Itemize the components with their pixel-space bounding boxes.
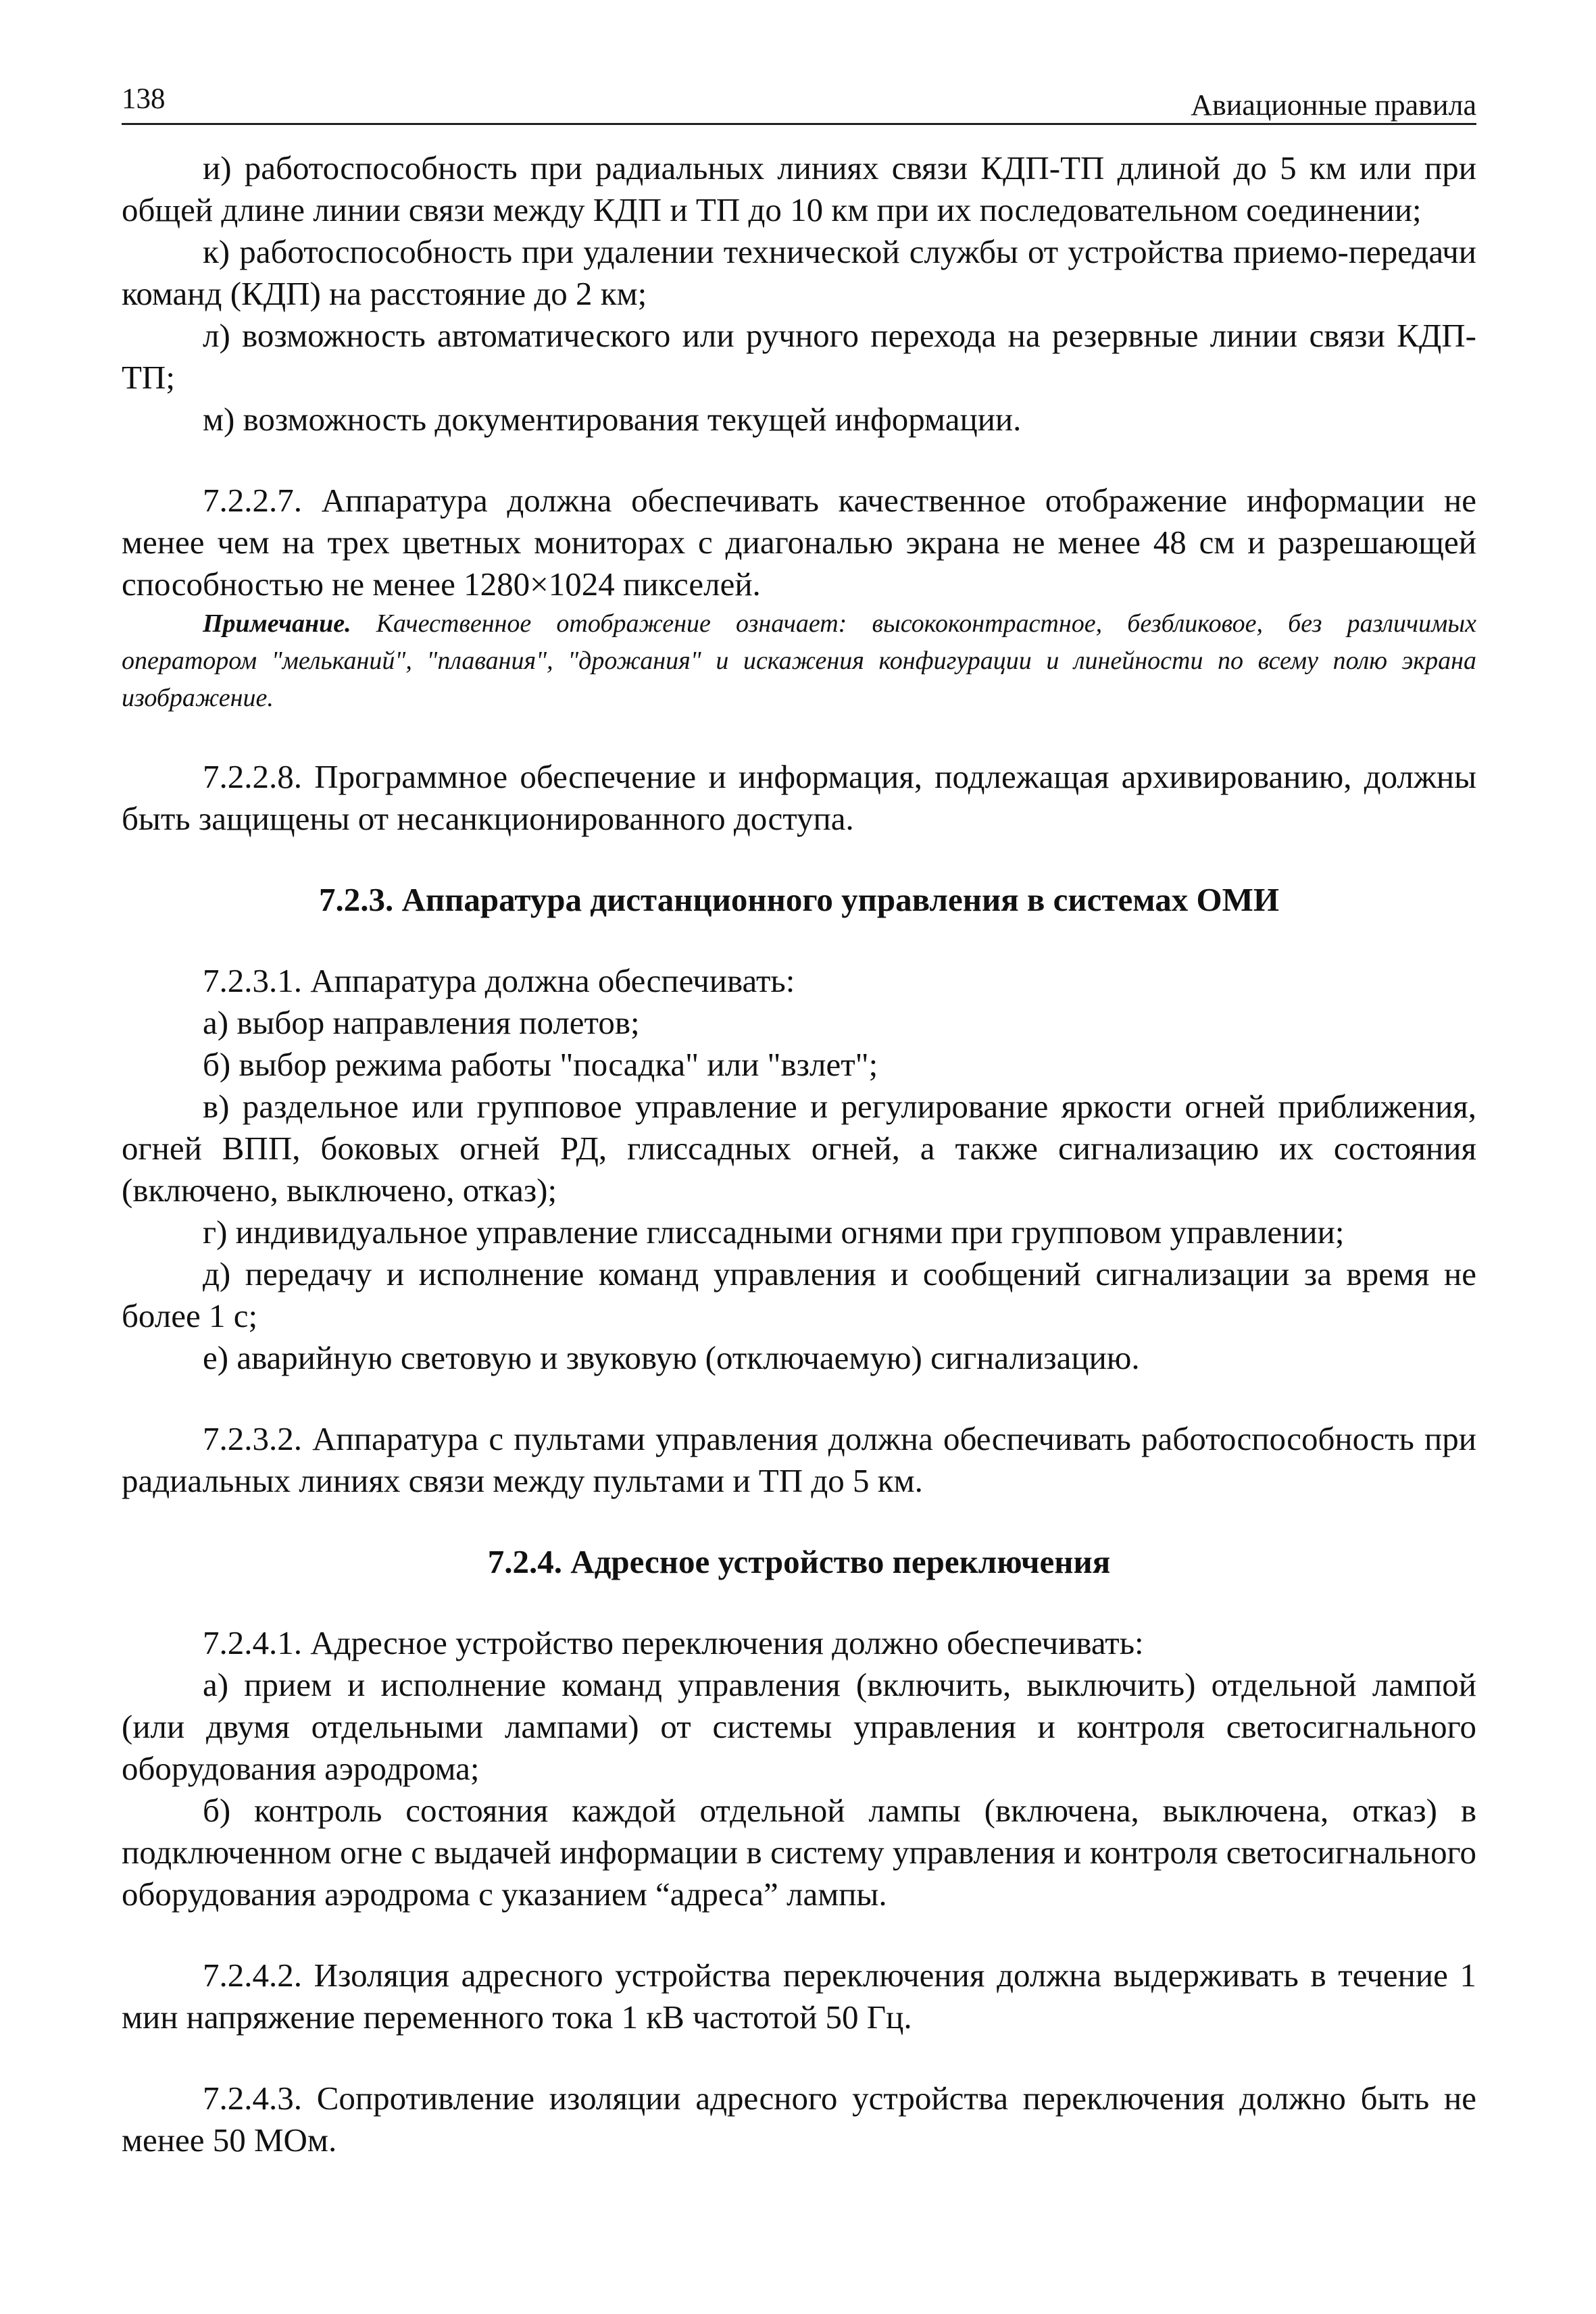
paragraph-7-2-3-1: 7.2.3.1. Аппаратура должна обеспечивать:: [203, 962, 795, 999]
page-header: [122, 82, 1476, 125]
section-heading-7-2-3: 7.2.3. Аппаратура дистанционного управления в системах ОМИ: [319, 881, 1279, 918]
paragraph-7-2-3-2: 7.2.3.2. Аппаратура с пультами управления должна обеспечивать работоспособность при радиальных линиях связи между пультами и ТП до 5 км.: [122, 1420, 1476, 1499]
page-number: 138: [122, 83, 166, 115]
paragraph-item-a: а) выбор направления полетов;: [203, 1004, 640, 1041]
paragraph-7-2-4-3: 7.2.4.3. Сопротивление изоляции адресного устройства переключения должно быть не менее 50 МОм.: [122, 2080, 1476, 2159]
paragraph-item-b: б) выбор режима работы "посадка" или "взлет";: [203, 1046, 878, 1083]
paragraph-item-l: л) возможность автоматического или ручного перехода на резервные линии связи КДП-ТП;: [122, 317, 1476, 396]
paragraph-7-2-4-1: 7.2.4.1. Адресное устройство переключения должно обеспечивать:: [203, 1624, 1144, 1661]
paragraph-7-2-2-8: 7.2.2.8. Программное обеспечение и информация, подлежащая архивированию, должны быть защищены от несанкционированного доступа.: [122, 758, 1476, 837]
paragraph-item-a-2: а) прием и исполнение команд управления (включить, выключить) отдельной лампой (или двумя отдельными лампами) от системы управления и контроля светосигнального оборудования аэродрома;: [122, 1666, 1476, 1787]
note-label: Примечание.: [203, 609, 351, 638]
paragraph-item-g: г) индивидуальное управление глиссадными огнями при групповом управлении;: [203, 1213, 1345, 1251]
paragraph-item-d: д) передачу и исполнение команд управления и сообщений сигнализации за время не более 1 с;: [122, 1255, 1476, 1334]
paragraph-item-v: в) раздельное или групповое управление и регулирование яркости огней приближения, огней ВПП, боковых огней РД, глиссадных огней, а также сигнализацию их состояния (включено, выключено, отказ);: [122, 1088, 1476, 1209]
paragraph-item-b-2: б) контроль состояния каждой отдельной лампы (включена, выключена, отказ) в подключенном огне с выдачей информации в систему управления и контроля светосигнального оборудования аэродрома с указанием “адреса” лампы.: [122, 1792, 1476, 1913]
paragraph-item-k: к) работоспособность при удалении технической службы от устройства приемо-передачи команд (КДП) на расстояние до 2 км;: [122, 233, 1476, 312]
paragraph-item-m: м) возможность документирования текущей информации.: [203, 401, 1022, 438]
note-block: [122, 605, 1476, 717]
running-title: Авиационные правила: [1191, 89, 1476, 122]
paragraph-item-e: е) аварийную световую и звуковую (отключаемую) сигнализацию.: [203, 1339, 1140, 1376]
note-text: Качественное отображение означает: высококонтрастное, безбликовое, без различимых оператором "мельканий", "плавания", "дрожания" и искажения конфигурации и линейности по всему полю экрана изображение.: [122, 609, 1476, 712]
paragraph-7-2-4-2: 7.2.4.2. Изоляция адресного устройства переключения должна выдерживать в течение 1 мин напряжение переменного тока 1 кВ частотой 50 Гц.: [122, 1957, 1476, 2036]
paragraph-7-2-2-7: 7.2.2.7. Аппаратура должна обеспечивать качественное отображение информации не менее чем на трех цветных мониторах с диагональю экрана не менее 48 см и разрешающей способностью не менее 1280×1024 пикселей.: [122, 482, 1476, 603]
section-heading-7-2-4: 7.2.4. Адресное устройство переключения: [487, 1543, 1111, 1580]
document-body: [122, 147, 1476, 2161]
paragraph-item-i: и) работоспособность при радиальных линиях связи КДП-ТП длиной до 5 км или при общей длине линии связи между КДП и ТП до 10 км при их последовательном соединении;: [122, 149, 1476, 228]
